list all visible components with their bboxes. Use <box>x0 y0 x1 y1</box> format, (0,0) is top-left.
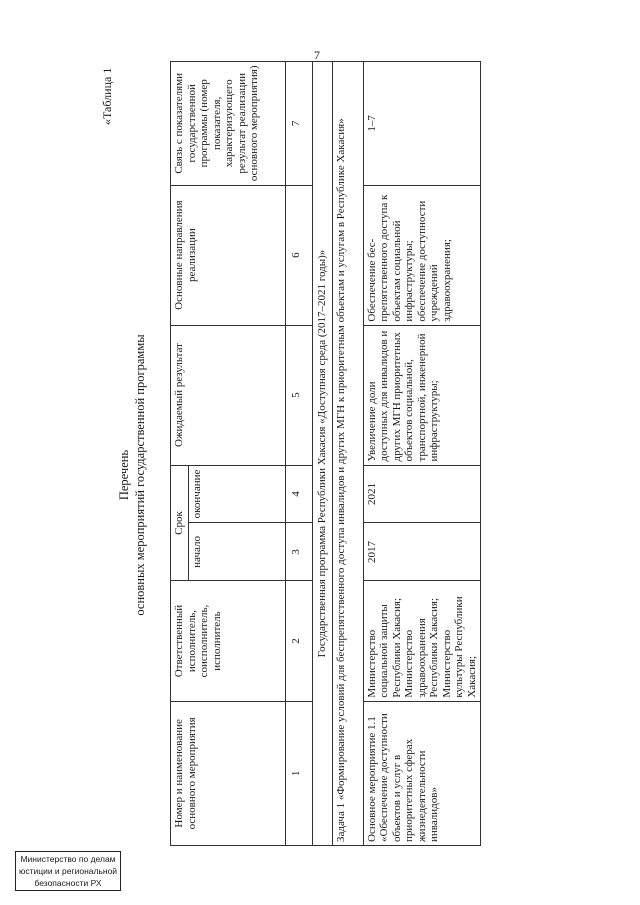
table-row <box>363 62 481 846</box>
document-subtitle: основных мероприятий государственной программы <box>133 334 147 616</box>
page-number: 7 <box>314 48 320 62</box>
end-year: 2021 <box>363 465 481 523</box>
column-number: 6 <box>285 185 312 325</box>
col-header-end: окончание <box>188 465 285 523</box>
stamp-line: Министерство по делам <box>20 854 116 864</box>
col-header-result: Ожидаемый результат <box>171 325 286 465</box>
column-number: 3 <box>285 523 312 581</box>
program-title: Государственная программа Республики Хакасия «Доступная среда (2017–2021 годы)» <box>312 62 332 846</box>
col-header-measure: Номер и наименование основного мероприятия <box>171 701 286 845</box>
col-header-executor: Ответственный исполнитель, соисполнитель, исполнитель <box>171 581 286 701</box>
start-year: 2017 <box>363 523 481 581</box>
col-header-directions: Основные направления реализации <box>171 185 286 325</box>
program-row <box>312 62 332 846</box>
task-row <box>332 62 363 846</box>
column-number: 7 <box>285 62 312 186</box>
column-number: 5 <box>285 325 312 465</box>
main-directions: Обеспечение бес-препятственного доступа к объектам социальной инфраструктуры; обеспечение доступности учреждений здравоохранения; <box>363 185 481 325</box>
expected-result: Увеличение доли доступных для инвалидов и других МГН приоритетных объектов социальной, транспортной, инженерной инфраструктуры; <box>363 325 481 465</box>
measure-name: Основное мероприятие 1.1 «Обеспечение доступности объектов и услуг в приоритетных сферах жизнедеятельности инвалидов» <box>363 701 481 845</box>
col-header-term: Срок <box>171 465 189 581</box>
column-number: 2 <box>285 581 312 701</box>
col-header-indicators: Связь с показателями государственной программы (номер показателя, характеризующего результат реализации основного мероприятия) <box>171 62 286 186</box>
document-title: Перечень <box>117 449 131 501</box>
task-title: Задача 1 «Формирование условий для беспрепятственного доступа инвалидов и других МГН к приоритетным объектам и услугам в Республике Хакасия» <box>332 62 363 846</box>
stamp-line: безопасности РХ <box>34 878 102 888</box>
column-number: 1 <box>285 701 312 845</box>
header-row <box>171 62 189 846</box>
column-number: 4 <box>285 465 312 523</box>
col-header-start: начало <box>188 523 285 581</box>
measures-table <box>170 61 481 846</box>
stamp-line: юстиции и региональной <box>18 866 118 876</box>
column-numbers-row <box>285 62 312 846</box>
table-label: «Таблица 1 <box>100 67 114 125</box>
executor: Министерство социальной защиты Республики Хакасия; Министерство здравоохранения Республики Хакасия; Министерство культуры Республики Хакасия; <box>363 581 481 701</box>
indicator-link: 1–7 <box>363 62 481 186</box>
